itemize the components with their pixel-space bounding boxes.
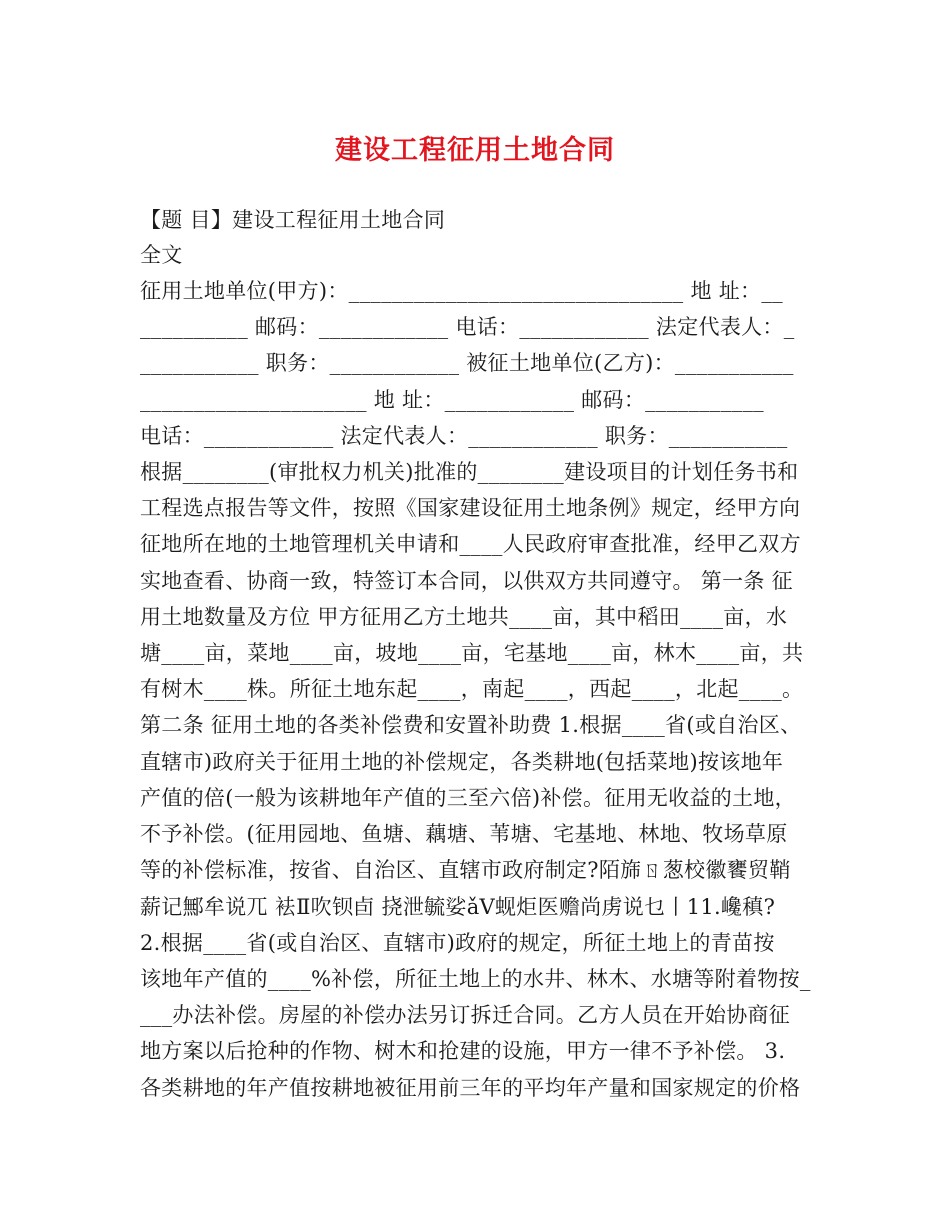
text-line: 第二条 征用土地的各类补偿费和安置补助费 1.根据____省(或自治区、 [140, 713, 802, 737]
text-line: 工程选点报告等文件，按照《国家建设征用土地条例》规定，经甲方向 [140, 496, 801, 520]
text-line: 塘____亩，菜地____亩，坡地____亩，宅基地____亩，林木____亩，共 [140, 641, 804, 665]
text-line: 直辖市)政府关于征用土地的补偿规定，各类耕地(包括菜地)按该地年 [140, 750, 784, 774]
text-line: 用土地数量及方位 甲方征用乙方土地共____亩，其中稻田____亩，水 [140, 605, 788, 629]
text-line: 各类耕地的年产值按耕地被征用前三年的平均年产量和国家规定的价格 [140, 1076, 801, 1100]
text-line: 实地查看、协商一致，特签订本合同，以供双方共同遵守。 第一条 征 [140, 569, 793, 593]
fulltext-label: 全文 [140, 243, 183, 267]
heading-line: 【题 目】建设工程征用土地合同 [140, 208, 446, 232]
text-line: 根据________(审批权力机关)批准的________建设项目的计划任务书和 [140, 460, 799, 484]
text-line: 等的补偿标准，按省、自治区、直辖市政府制定?陌旆ㄖ葱校徽饔贸鞘 [140, 858, 791, 882]
text-line: _____________________ 地 址：____________ 邮码：___________ [140, 388, 764, 412]
text-line: 该地年产值的____%补偿，所征土地上的水井、林木、水塘等附着物按_ [140, 967, 811, 991]
text-line: 征地所在地的土地管理机关申请和____人民政府审查批准，经甲乙双方 [140, 532, 801, 556]
text-line: __________ 邮码：____________ 电话：____________ 法定代表人：_ [140, 315, 795, 339]
text-line: 征用土地单位(甲方)：_______________________________ 地 址：__ [140, 279, 783, 303]
text-line: 2.根据____省(或自治区、直辖市)政府的规定，所征土地上的青苗按 [140, 931, 775, 955]
text-line: ___办法补偿。房屋的补偿办法另订拆迁合同。乙方人员在开始协商征 [140, 1003, 791, 1027]
document-title: 建设工程征用土地合同 [335, 135, 615, 166]
text-line: 不予补偿。(征用园地、鱼塘、藕塘、苇塘、宅基地、林地、牧场草原 [140, 822, 788, 846]
text-line: 地方案以后抢种的作物、树木和抢建的设施，甲方一律不予补偿。 3. [140, 1039, 786, 1063]
text-line: 有树木____株。所征土地东起____，南起____，西起____，北起____。 [140, 677, 804, 701]
garbled-text-line: 薪记鄦牟说兀 袪Ⅱ吹钡卣 挠泄毓娑ǎV蚬炬医赡尚虏说乜丨11.巉稹? [140, 895, 776, 919]
text-line: ___________ 职务：____________ 被征土地单位(乙方)：___________ [140, 351, 794, 375]
text-line: 产值的倍(一般为该耕地年产值的三至六倍)补偿。征用无收益的土地， [140, 786, 796, 810]
text-line: 电话：____________ 法定代表人：____________ 职务：___________ [140, 424, 788, 448]
